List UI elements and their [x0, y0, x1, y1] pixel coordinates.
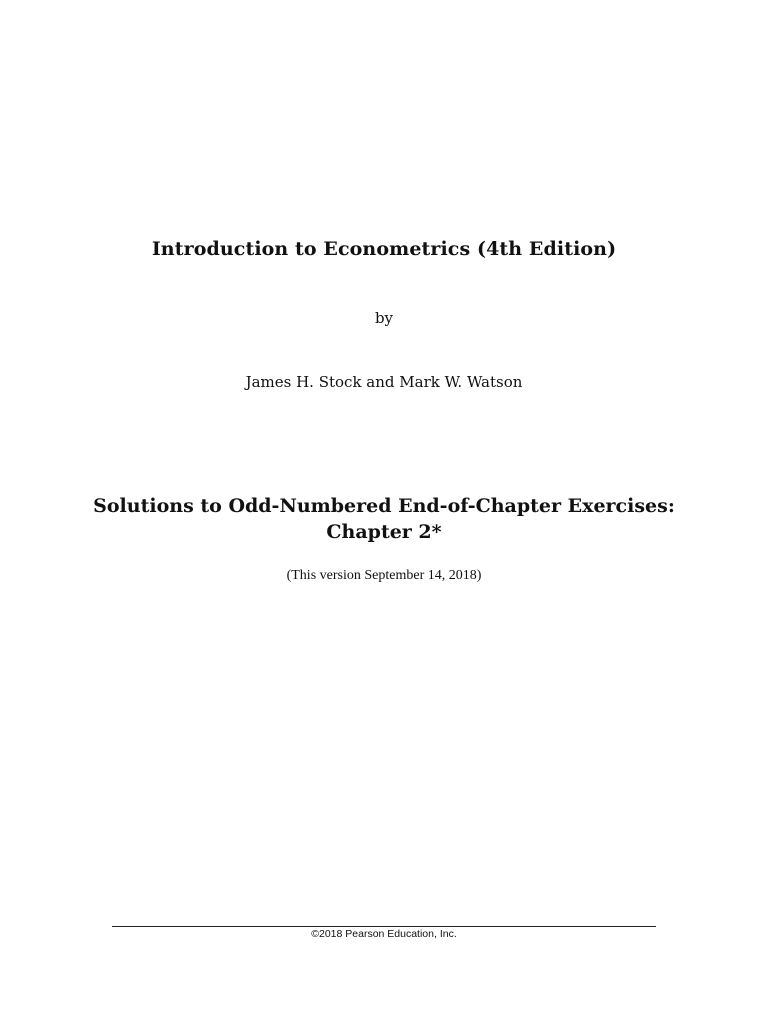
byline-label: by: [374, 309, 394, 327]
solutions-title-line-2: Chapter 2*: [326, 521, 442, 543]
book-title: Introduction to Econometrics (4th Edition): [151, 238, 617, 260]
version-date: (This version September 14, 2018): [286, 568, 482, 583]
author-names: James H. Stock and Mark W. Watson: [245, 373, 523, 391]
footer-divider: [112, 926, 656, 927]
solutions-title-line-1: Solutions to Odd-Numbered End-of-Chapter Exercises:: [93, 495, 675, 517]
copyright-notice: ©2018 Pearson Education, Inc.: [311, 928, 457, 940]
